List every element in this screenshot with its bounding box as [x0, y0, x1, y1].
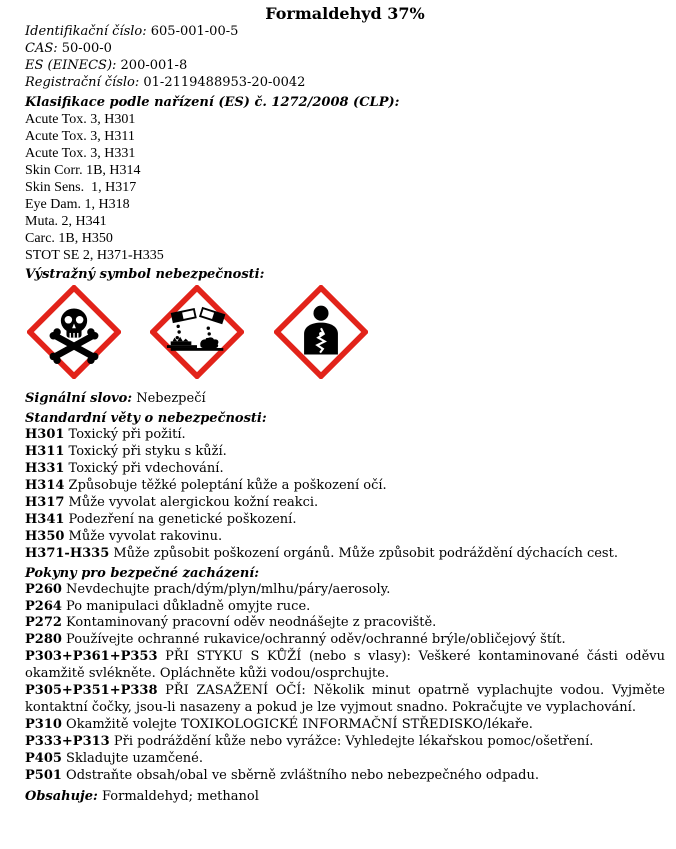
classification-item: Carc. 1B, H350 — [25, 231, 113, 247]
health-hazard-icon — [274, 285, 368, 379]
precaution-statement — [25, 649, 665, 683]
hazard-text: Může vyvolat rakovinu. — [64, 528, 223, 544]
hazard-statement — [25, 495, 665, 512]
identifier-label: Identifikační číslo: — [25, 24, 147, 39]
hazard-text: Podezření na genetické poškození. — [64, 511, 297, 527]
precaution-heading: Pokyny pro bezpečné zacházení: — [25, 565, 260, 581]
precaution-code: P405 — [25, 750, 62, 766]
skull-crossbones-icon — [27, 285, 121, 379]
classification-item: Eye Dam. 1, H318 — [25, 197, 130, 213]
identifier-row — [25, 58, 665, 75]
classification-item: Acute Tox. 3, H331 — [25, 145, 136, 161]
hazard-code: H311 — [25, 444, 65, 460]
precaution-text: Po manipulaci důkladně omyjte ruce. — [61, 598, 311, 614]
hazard-code: H341 — [25, 511, 65, 527]
precaution-code: P272 — [25, 615, 62, 631]
signal-word-row — [25, 391, 665, 408]
precaution-statement — [25, 768, 665, 785]
corrosion-icon — [150, 285, 244, 379]
precaution-code: P333+P313 — [25, 733, 110, 749]
identifier-value: 50-00-0 — [57, 40, 112, 56]
hazard-code: H317 — [25, 495, 65, 510]
precaution-text: Při podráždění kůže nebo vyrážce: Vyhledejte lékařskou pomoc/ošetření. — [109, 733, 594, 749]
classification-item: Skin Sens. 1, H317 — [25, 180, 137, 195]
precaution-statement — [25, 717, 665, 734]
precaution-statement — [25, 582, 665, 599]
classification-item: STOT SE 2, H371-H335 — [25, 248, 164, 264]
identifier-label: ES (EINECS): — [25, 57, 117, 73]
signal-word-value: Nebezpečí — [132, 391, 206, 407]
hazard-text: Toxický při styku s kůží. — [64, 444, 227, 460]
hazard-text: Toxický při vdechování. — [64, 461, 224, 477]
pictograms-heading: Výstražný symbol nebezpečnosti: — [25, 267, 265, 283]
precaution-text: PŘI ZASAŽENÍ OČÍ: Několik minut opatrně vyplachujte vodou. Vyjměte — [157, 683, 665, 699]
precaution-code: P501 — [25, 767, 62, 783]
hazard-heading: Standardní věty o nebezpečnosti: — [25, 411, 267, 427]
label-document — [25, 4, 665, 805]
precaution-text: Skladujte uzamčené. — [61, 750, 203, 766]
classification-heading: Klasifikace podle nařízení (ES) č. 1272/2008 (CLP): — [25, 94, 400, 110]
hazard-statement — [25, 461, 665, 478]
hazard-list — [25, 427, 665, 562]
precaution-code: P303+P361+P353 — [25, 649, 158, 665]
hazard-statement — [25, 444, 665, 461]
precaution-statement — [25, 734, 665, 751]
precaution-code: P310 — [25, 716, 62, 732]
precaution-statement — [25, 615, 665, 632]
precaution-code: P264 — [25, 598, 62, 614]
precaution-statement — [25, 599, 665, 616]
identifier-value: 605-001-00-5 — [146, 24, 239, 39]
identifier-label: CAS: — [25, 40, 58, 56]
hazard-code: H331 — [25, 461, 65, 477]
hazard-code: H371-H335 — [25, 545, 110, 561]
precaution-code: P305+P351+P338 — [25, 683, 158, 699]
contains-label: Obsahuje: — [25, 788, 98, 804]
contains-row — [25, 789, 665, 806]
identifier-value: 01-2119488953-20-0042 — [139, 74, 306, 90]
hazard-code: H350 — [25, 528, 65, 544]
hazard-statement — [25, 512, 665, 529]
hazard-code: H301 — [25, 427, 65, 443]
precaution-code: P280 — [25, 632, 62, 648]
identifier-value: 200-001-8 — [116, 57, 188, 73]
contains-value: Formaldehyd; methanol — [97, 788, 259, 804]
precaution-statement — [25, 751, 665, 768]
hazard-code: H314 — [25, 478, 65, 494]
identifiers-block — [25, 24, 665, 92]
precaution-code: P260 — [25, 581, 62, 597]
precaution-statement — [25, 683, 665, 717]
identifier-row — [25, 41, 665, 58]
hazard-statement — [25, 529, 665, 546]
precaution-text: Nevdechujte prach/dým/plyn/mlhu/páry/aerosoly. — [61, 581, 391, 597]
product-title: Formaldehyd 37% — [265, 4, 425, 23]
identifier-row — [25, 75, 665, 92]
classification-list — [25, 111, 665, 265]
hazard-text: Toxický při požití. — [64, 427, 186, 443]
identifier-label: Registrační číslo: — [25, 74, 140, 90]
precaution-text: Okamžitě volejte TOXIKOLOGICKÉ INFORMAČNÍ STŘEDISKO/lékaře. — [61, 716, 533, 732]
classification-item: Acute Tox. 3, H311 — [25, 128, 135, 144]
precaution-text: PŘI STYKU S KŮŽÍ (nebo s vlasy): Veškeré kontaminované části oděvu — [157, 649, 665, 665]
classification-item: Skin Corr. 1B, H314 — [25, 162, 141, 178]
hazard-statement — [25, 427, 665, 444]
precaution-list — [25, 582, 665, 785]
signal-word-label: Signální slovo: — [25, 391, 133, 407]
hazard-statement — [25, 478, 665, 495]
precaution-line: okamžitě svlékněte. Opláchněte kůži vodou/osprchujte. — [25, 666, 390, 682]
hazard-text: Může vyvolat alergickou kožní reakci. — [64, 495, 319, 510]
precaution-line — [25, 683, 665, 700]
precaution-line — [25, 649, 665, 666]
precaution-text: Odstraňte obsah/obal ve sběrně zvláštního nebo nebezpečného odpadu. — [61, 767, 539, 783]
classification-item: Acute Tox. 3, H301 — [25, 111, 136, 127]
hazard-text: Může způsobit poškození orgánů. Může způsobit podráždění dýchacích cest. — [109, 545, 618, 561]
precaution-line: kontaktní čočky, jsou-li nasazeny a pokud je lze vyjmout snadno. Pokračujte ve vyplachování. — [25, 699, 636, 715]
identifier-row — [25, 24, 665, 41]
precaution-text: Používejte ochranné rukavice/ochranný oděv/ochranné brýle/obličejový štít. — [61, 632, 566, 648]
hazard-statement — [25, 546, 665, 563]
hazard-text: Způsobuje těžké poleptání kůže a poškození očí. — [64, 478, 387, 494]
precaution-text: Kontaminovaný pracovní oděv neodnášejte z pracoviště. — [61, 615, 437, 631]
precaution-statement — [25, 632, 665, 649]
pictogram-row — [25, 285, 665, 379]
classification-item: Muta. 2, H341 — [25, 214, 107, 230]
